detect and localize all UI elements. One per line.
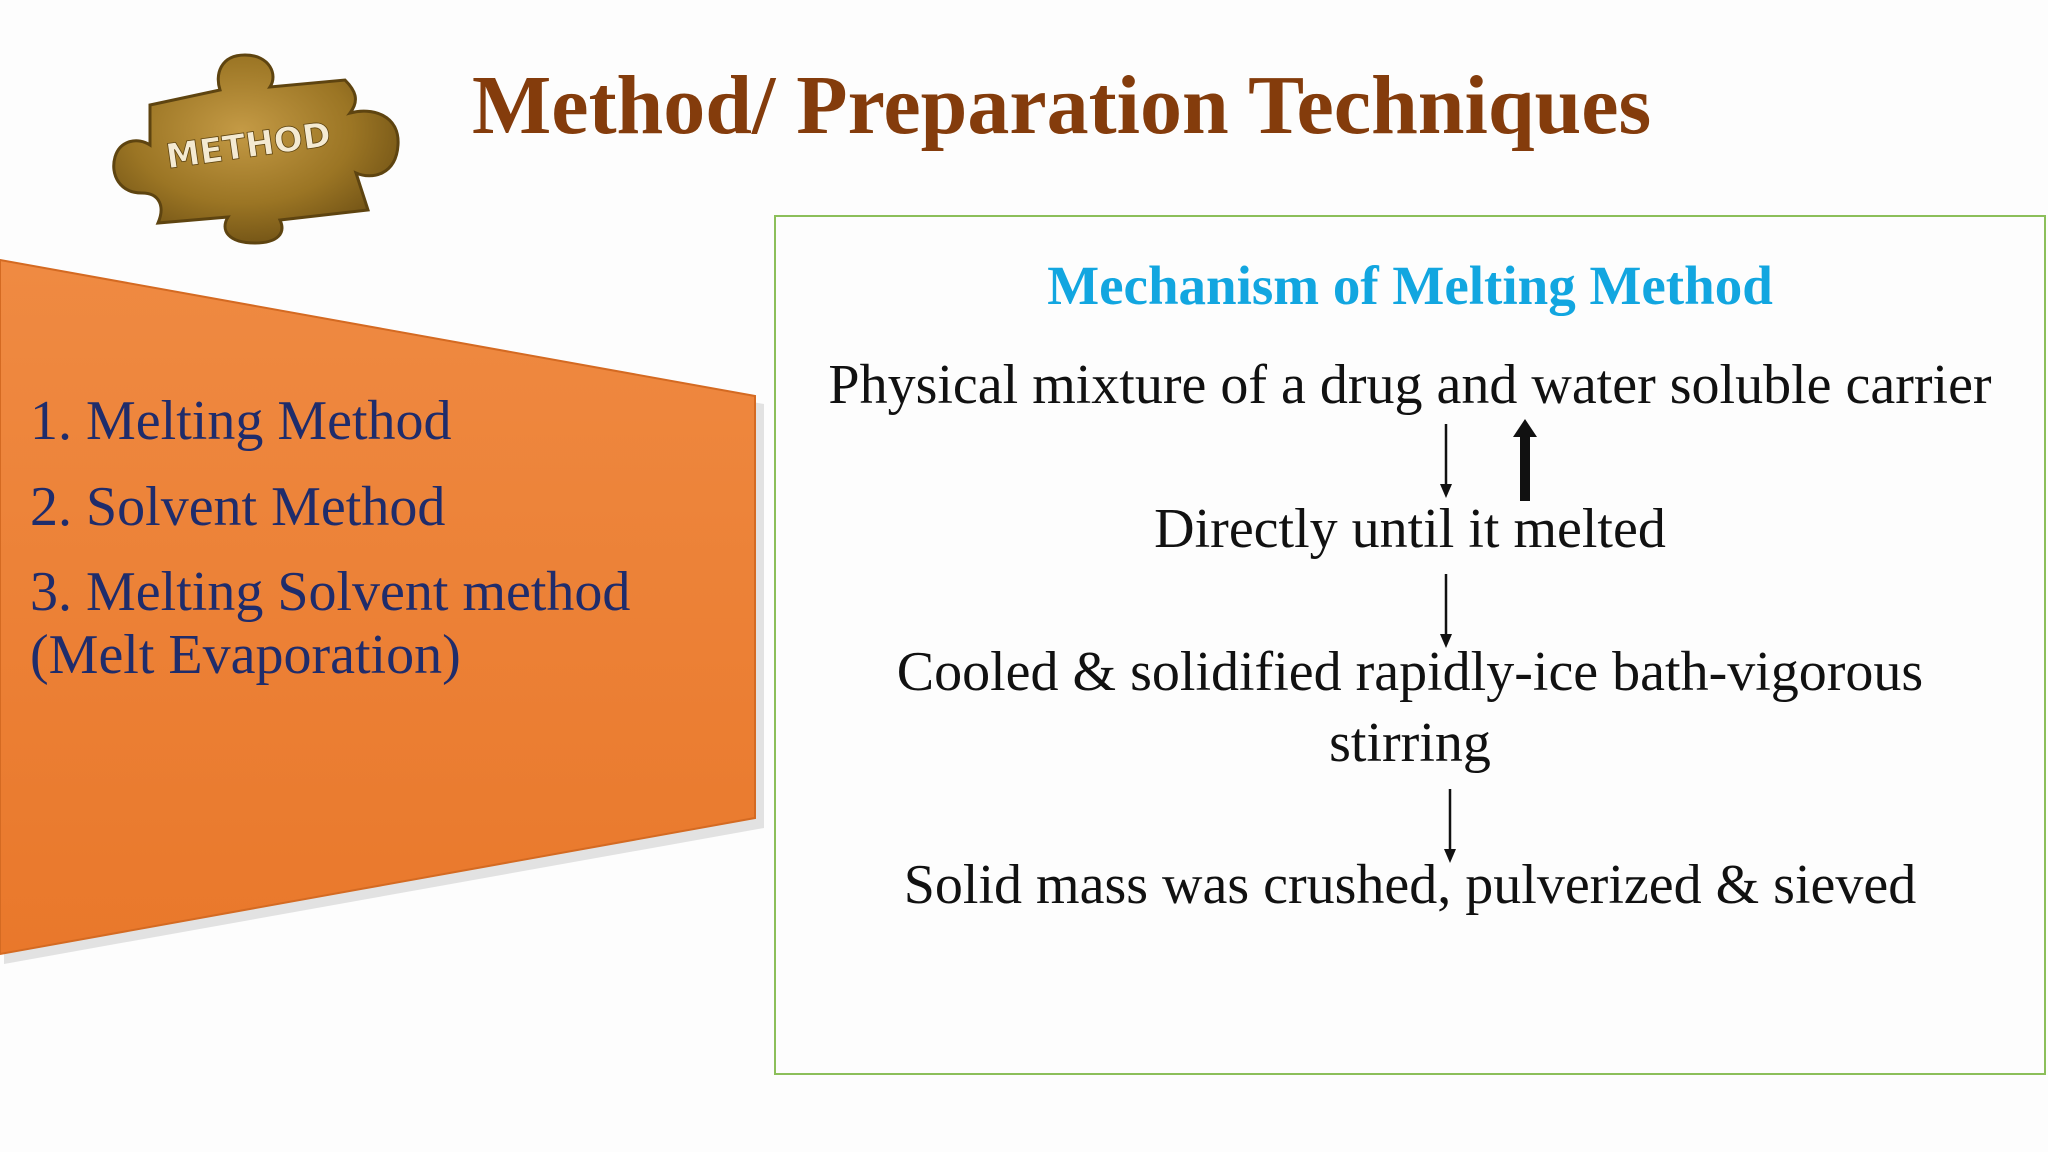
method-item-melting-solvent: 3. Melting Solvent method (Melt Evaporation) — [30, 561, 631, 687]
slide-title: Method/ Preparation Techniques — [472, 59, 1652, 152]
mechanism-box — [774, 215, 2046, 1075]
method-item-solvent: 2. Solvent Method — [30, 475, 446, 538]
mechanism-step-3: Cooled & solidified rapidly-ice bath-vigorous stirring — [896, 641, 1924, 775]
bold-arrow-up-icon — [1512, 419, 1538, 501]
mechanism-step-1: Physical mixture of a drug and water soluble carrier — [828, 354, 1992, 416]
mechanism-title: Mechanism of Melting Method — [1047, 255, 1773, 316]
methods-list — [30, 390, 750, 687]
arrow-down-icon — [1436, 422, 1456, 502]
mechanism-step-2: Directly until it melted — [1154, 498, 1666, 560]
mechanism-step-4: Solid mass was crushed, pulverized & sieved — [903, 854, 1917, 916]
puzzle-piece-icon — [110, 45, 410, 245]
logo-text: METHOD — [163, 114, 334, 178]
method-item-melting: 1. Melting Method — [30, 390, 452, 452]
method-puzzle-logo — [110, 45, 410, 245]
